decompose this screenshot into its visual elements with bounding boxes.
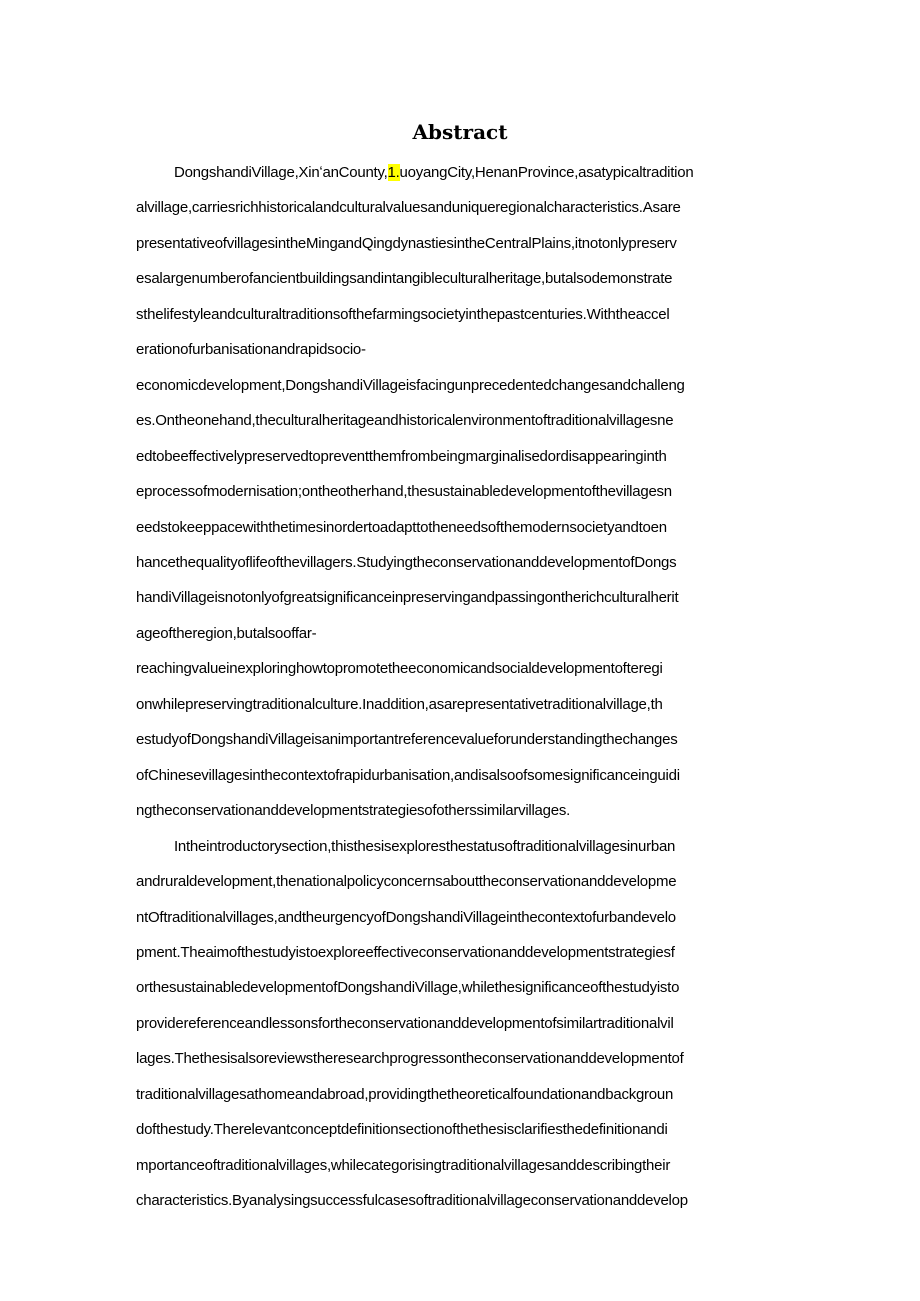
text-line: [136, 551, 786, 575]
text-run: sthelifestyleandculturaltraditionsofthefarmingsocietyinthepastcenturies.Withtheaccel: [136, 305, 670, 323]
text-run: estudyofDongshandiVillageisanimportantreferencevalueforunderstandingthechanges: [136, 731, 678, 749]
text-run: pment.Theaimofthestudyistoexploreeffectiveconservationanddevelopmentstrategiesf: [136, 943, 675, 961]
text-run: es.Ontheonehand,theculturalheritageandhistoricalenvironmentoftraditionalvillagesne: [136, 412, 674, 430]
text-run: alvillage,carriesrichhistoricalandculturalvaluesanduniqueregionalcharacteristics.Asare: [136, 199, 681, 217]
text-run: eprocessofmodernisation;ontheotherhand,thesustainabledevelopmentofthevillagesn: [136, 483, 672, 501]
text-line: [136, 906, 786, 930]
text-line: [136, 1012, 786, 1036]
text-run: Intheintroductorysection,thisthesisexploresthestatusoftraditionalvillagesinurban: [174, 837, 676, 855]
text-run: handiVillageisnotonlyofgreatsignificanceinpreservingandpassingontherichculturalherit: [136, 589, 679, 607]
text-line: [136, 1083, 786, 1107]
text-line: [136, 516, 786, 540]
page-title: Abstract: [412, 120, 508, 144]
text-line: [136, 374, 786, 398]
text-line: [136, 480, 786, 504]
text-line: [136, 870, 786, 894]
text-line: [136, 1154, 786, 1178]
text-line: [174, 835, 786, 859]
text-line: [136, 1047, 786, 1071]
text-run: edtobeeffectivelypreservedtopreventthemfrombeingmarginalisedordisappearinginth: [136, 447, 667, 465]
text-line: [136, 445, 786, 469]
text-line: [136, 338, 786, 362]
text-run: uoyangCity,HenanProvince,asatypicaltradition: [399, 164, 694, 181]
text-run: hancethequalityoflifeofthevillagers.StudyingtheconservationanddevelopmentofDongs: [136, 554, 677, 571]
text-run: characteristics.Byanalysingsuccessfulcasesoftraditionalvillageconservationanddevelop: [136, 1192, 688, 1210]
text-line: [136, 941, 786, 965]
text-line: [136, 232, 786, 256]
text-run: DongshandiVillage,XinʻanCounty,: [174, 164, 388, 181]
text-run: reachingvalueinexploringhowtopromotetheeconomicandsocialdevelopmentofteregi: [136, 660, 663, 678]
text-line: [136, 409, 786, 433]
text-run: esalargenumberofancientbuildingsandintangibleculturalheritage,butalsodemonstrate: [136, 270, 673, 288]
text-line: [136, 303, 786, 327]
text-run: onwhilepreservingtraditionalculture.Inaddition,asarepresentativetraditionalvillage,th: [136, 695, 663, 713]
text-run: eedstokeeppacewiththetimesinordertoadapttotheneedsofthemodernsocietyandtoen: [136, 518, 667, 536]
text-line: [136, 622, 786, 646]
text-line: [136, 799, 786, 823]
text-line: [136, 764, 786, 788]
text-run: ageoftheregion,butalsooffar-: [136, 624, 317, 642]
text-run: andruraldevelopment,thenationalpolicyconcernsabouttheconservationanddevelopme: [136, 873, 677, 890]
text-line: [136, 657, 786, 681]
text-run: erationofurbanisationandrapidsocio-: [136, 341, 366, 359]
text-run: ngtheconservationanddevelopmentstrategiesofotherssimilarvillages.: [136, 802, 571, 820]
text-line: [174, 161, 786, 185]
text-line: [136, 196, 786, 220]
text-run: ntOftraditionalvillages,andtheurgencyofDongshandiVillageinthecontextofurbandevelo: [136, 908, 676, 926]
text-run: orthesustainabledevelopmentofDongshandiVillage,whilethesignificanceofthestudyisto: [136, 979, 680, 997]
highlighted-text: 1.: [387, 164, 400, 181]
text-run: ofChinesevillagesinthecontextofrapidurbanisation,andisalsoofsomesignificanceinguidi: [136, 766, 680, 784]
text-line: [136, 976, 786, 1000]
text-run: dofthestudy.Therelevantconceptdefinitionsectionofthethesisclarifiesthedefinitionandi: [136, 1121, 668, 1139]
text-run: mportanceoftraditionalvillages,whilecategorisingtraditionalvillagesanddescribingtheir: [136, 1156, 671, 1174]
text-run: economicdevelopment,DongshandiVillageisfacingunprecedentedchangesandchalleng: [136, 376, 685, 394]
text-run: traditionalvillagesathomeandabroad,providingthetheoreticalfoundationandbackgroun: [136, 1085, 674, 1103]
text-run: lages.Thethesisalsoreviewstheresearchprogressontheconservationanddevelopmentof: [136, 1050, 684, 1068]
text-line: [136, 267, 786, 291]
text-line: [136, 693, 786, 717]
text-line: [136, 586, 786, 610]
text-line: [136, 1189, 786, 1213]
text-line: [136, 1118, 786, 1142]
text-run: presentativeofvillagesintheMingandQingdynastiesintheCentralPlains,itnotonlypreserv: [136, 234, 677, 252]
text-run: providereferenceandlessonsfortheconservationanddevelopmentofsimilartraditionalvil: [136, 1014, 674, 1032]
text-line: [136, 728, 786, 752]
